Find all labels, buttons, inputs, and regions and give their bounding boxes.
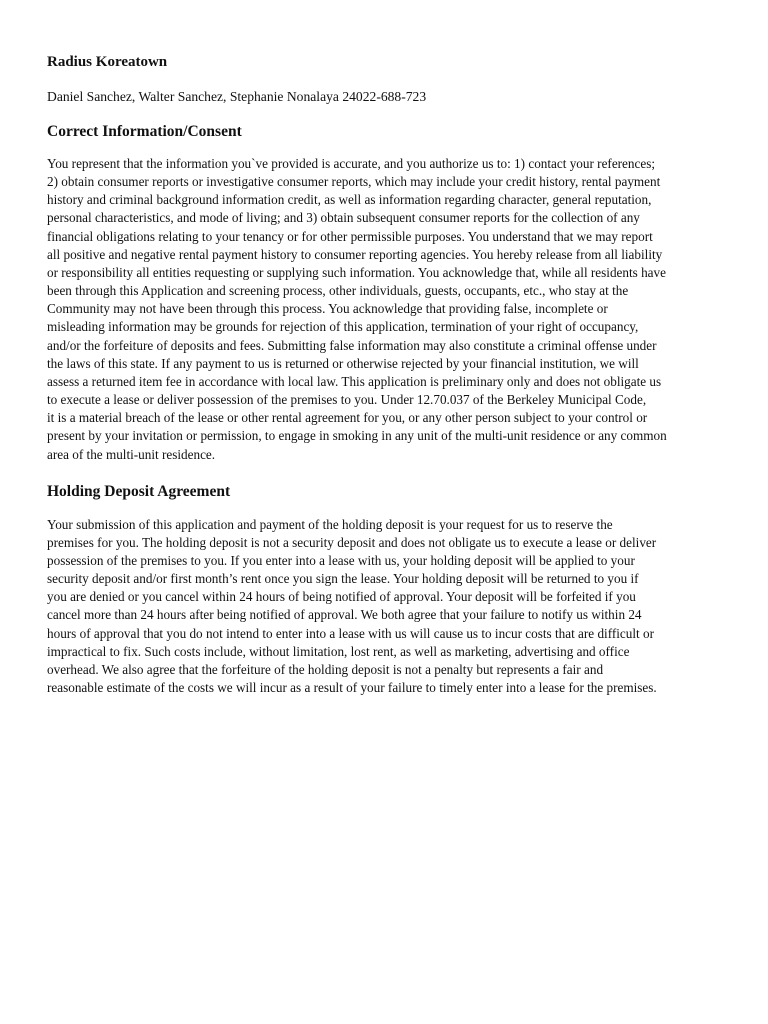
paragraph-line: history and criminal background information credit, as well as information regarding character, general reputation, xyxy=(47,192,652,208)
paragraph-line: Community may not have been through this process. You acknowledge that providing false, incomplete or xyxy=(47,301,608,317)
consent-paragraph xyxy=(47,155,707,464)
paragraph-line: financial obligations relating to your tenancy or for other permissible purposes. You understand that we may report xyxy=(47,228,653,244)
paragraph-line: premises for you. The holding deposit is not a security deposit and does not obligate us to execute a lease or deliver xyxy=(47,534,657,550)
paragraph-line: impractical to fix. Such costs include, without limitation, lost rent, as well as marketing, advertising and office xyxy=(47,643,630,659)
holding-deposit-paragraph xyxy=(47,516,707,698)
paragraph-line: assess a returned item fee in accordance with local law. This application is preliminary only and does not obligate us xyxy=(47,373,662,389)
section-title-consent: Correct Information/Consent xyxy=(47,123,242,140)
paragraph-line: hours of approval that you do not intend to enter into a lease with us will cause us to incur costs that are difficult or xyxy=(47,625,654,641)
paragraph-line: the laws of this state. If any payment to us is returned or otherwise rejected by your financial institution, we will xyxy=(47,355,639,371)
property-name: Radius Koreatown xyxy=(47,54,168,70)
paragraph-line: 2) obtain consumer reports or investigative consumer reports, which may include your credit history, rental payment xyxy=(47,174,661,190)
paragraph-line: overhead. We also agree that the forfeiture of the holding deposit is not a penalty but represents a fair and xyxy=(47,661,604,677)
paragraph-line: and/or the forfeiture of deposits and fees. Submitting false information may also constitute a criminal offense under xyxy=(47,337,657,353)
paragraph-line: personal characteristics, and mode of living; and 3) obtain subsequent consumer reports for the collection of any xyxy=(47,210,640,226)
document-page xyxy=(47,52,707,697)
paragraph-line: You represent that the information you`ve provided is accurate, and you authorize us to: 1) contact your references; xyxy=(47,156,656,171)
applicants-line: Daniel Sanchez, Walter Sanchez, Stephanie Nonalaya 24022-688-723 xyxy=(47,89,427,104)
paragraph-line: area of the multi-unit residence. xyxy=(47,446,216,462)
paragraph-line: Your submission of this application and payment of the holding deposit is your request for us to reserve the xyxy=(47,516,613,532)
paragraph-line: reasonable estimate of the costs we will incur as a result of your failure to timely enter into a lease for the premises. xyxy=(47,680,657,696)
paragraph-line: security deposit and/or first month’s rent once you sign the lease. Your holding deposit will be returned to you if xyxy=(47,571,639,587)
paragraph-line: been through this Application and screening process, other individuals, guests, occupants, etc., who stay at the xyxy=(47,283,629,299)
paragraph-line: it is a material breach of the lease or other rental agreement for you, or any other person subject to your control or xyxy=(47,410,648,426)
paragraph-line: all positive and negative rental payment history to consumer reporting agencies. You hereby release from all liability xyxy=(47,246,663,262)
paragraph-line: you are denied or you cancel within 24 hours of being notified of approval. Your deposit will be forfeited if you xyxy=(47,589,636,605)
paragraph-line: present by your invitation or permission, to engage in smoking in any unit of the multi-unit residence or any common xyxy=(47,428,667,444)
paragraph-line: cancel more than 24 hours after being notified of approval. We both agree that your failure to notify us within 24 xyxy=(47,607,642,623)
paragraph-line: to execute a lease or deliver possession of the premises to you. Under 12.70.037 of the Berkeley Municipal Code, xyxy=(47,392,647,408)
section-title-holding-deposit: Holding Deposit Agreement xyxy=(47,482,231,500)
paragraph-line: possession of the premises to you. If you enter into a lease with us, your holding deposit will be applied to your xyxy=(47,552,635,568)
paragraph-line: misleading information may be grounds for rejection of this application, termination of your right of occupancy, xyxy=(47,319,639,335)
paragraph-line: or responsibility all entities requesting or supplying such information. You acknowledge that, while all residents have xyxy=(47,264,666,280)
